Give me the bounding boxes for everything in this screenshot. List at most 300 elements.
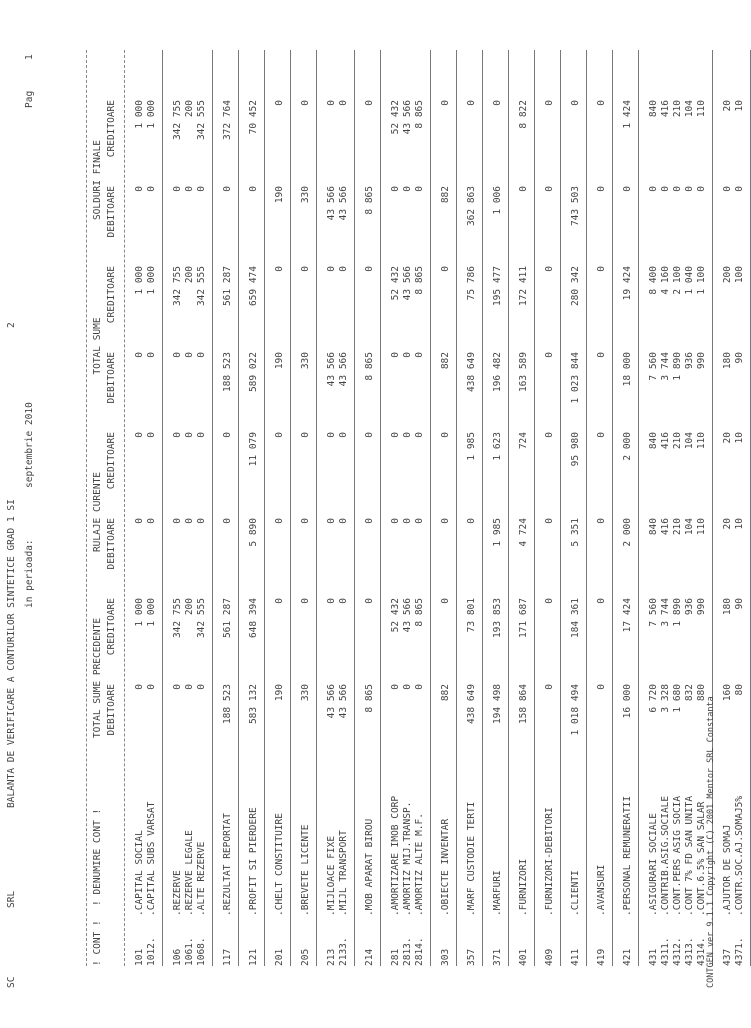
account-name: .AVANSURI	[596, 864, 607, 916]
company-prefix: SC	[6, 976, 17, 988]
account-name: .ALTE REZERVE	[196, 841, 207, 916]
amount-cell: 0	[390, 432, 401, 438]
amount-cell: 163 589	[518, 352, 529, 393]
amount-cell: 280 342	[570, 266, 581, 307]
amount-cell: 110	[696, 432, 707, 450]
account-code: 4311.	[660, 937, 671, 966]
amount-cell: 0	[338, 266, 349, 272]
amount-cell: 0	[402, 352, 413, 358]
group-separator	[534, 50, 535, 966]
amount-cell: 19 424	[622, 266, 633, 301]
amount-cell: 0	[196, 518, 207, 524]
amount-cell: 8 865	[414, 266, 425, 295]
amount-cell: 194 498	[492, 684, 503, 725]
amount-cell: 583 132	[248, 684, 259, 725]
amount-cell: 210	[672, 518, 683, 536]
amount-cell: 0	[146, 518, 157, 524]
amount-cell: 184 361	[570, 598, 581, 639]
amount-cell: 190	[274, 352, 285, 370]
amount-cell: 0	[544, 186, 555, 192]
account-name: .MIJL TRANSPORT	[338, 830, 349, 916]
account-name: .PROFIT SI PIERDERE	[248, 807, 259, 916]
amount-cell: 0	[596, 100, 607, 106]
amount-cell: 362 863	[466, 186, 477, 227]
amount-cell: 0	[544, 598, 555, 604]
amount-cell: 104	[684, 432, 695, 450]
amount-cell: 330	[300, 684, 311, 702]
amount-cell: 0	[274, 432, 285, 438]
amount-cell: 0	[300, 518, 311, 524]
amount-cell: 330	[300, 186, 311, 204]
amount-cell: 1 000	[134, 100, 145, 129]
amount-cell: 0	[402, 186, 413, 192]
account-code: 214	[364, 948, 375, 966]
amount-cell: 90	[734, 352, 745, 364]
account-code: 4313.	[684, 937, 695, 966]
amount-cell: 990	[696, 352, 707, 370]
amount-cell: 0	[364, 518, 375, 524]
amount-cell: 0	[274, 266, 285, 272]
account-code: 1061.	[184, 937, 195, 966]
amount-cell: 0	[596, 266, 607, 272]
amount-cell: 882	[440, 186, 451, 204]
amount-cell: 7 560	[648, 598, 659, 627]
amount-cell: 52 432	[390, 266, 401, 301]
amount-cell: 832	[684, 684, 695, 702]
amount-cell: 0	[134, 684, 145, 690]
account-code: 437	[722, 948, 733, 966]
amount-cell: 104	[684, 518, 695, 536]
amount-cell: 8 865	[414, 598, 425, 627]
amount-cell: 0	[196, 352, 207, 358]
group-separator	[586, 50, 587, 966]
amount-cell: 0	[660, 186, 671, 192]
account-name: .MARFURI	[492, 870, 503, 916]
sub-cred-1: CREDITOARE	[106, 598, 117, 656]
amount-cell: 0	[544, 100, 555, 106]
group-separator	[380, 50, 381, 966]
amount-cell: 20	[722, 432, 733, 444]
amount-cell: 20	[722, 518, 733, 530]
amount-cell: 1 000	[146, 100, 157, 129]
amount-cell: 0	[544, 266, 555, 272]
amount-cell: 158 864	[518, 684, 529, 725]
amount-cell: 0	[300, 432, 311, 438]
amount-cell: 0	[300, 598, 311, 604]
sub-cred-3: CREDITOARE	[106, 266, 117, 324]
amount-cell: 0	[570, 100, 581, 106]
account-code: 1012.	[146, 937, 157, 966]
amount-cell: 0	[196, 684, 207, 690]
amount-cell: 0	[326, 432, 337, 438]
amount-cell: 10	[734, 100, 745, 112]
amount-cell: 0	[326, 518, 337, 524]
account-code: 4314.	[696, 937, 707, 966]
amount-cell: 0	[684, 186, 695, 192]
account-name: .AJUTOR DE SOMAJ	[722, 824, 733, 916]
amount-cell: 0	[596, 598, 607, 604]
amount-cell: 0	[172, 352, 183, 358]
amount-cell: 1 000	[146, 266, 157, 295]
account-code: 4312.	[672, 937, 683, 966]
amount-cell: 0	[134, 432, 145, 438]
amount-cell: 0	[274, 100, 285, 106]
amount-cell: 10	[734, 432, 745, 444]
amount-cell: 110	[696, 518, 707, 536]
account-name: .ASIGURARI SOCIALE	[648, 813, 659, 916]
amount-cell: 0	[248, 186, 259, 192]
amount-cell: 0	[596, 352, 607, 358]
amount-cell: 0	[184, 186, 195, 192]
amount-cell: 882	[440, 684, 451, 702]
page-label: Pag	[24, 90, 35, 108]
amount-cell: 1 890	[672, 352, 683, 381]
amount-cell: 0	[544, 684, 555, 690]
amount-cell: 0	[402, 684, 413, 690]
amount-cell: 0	[196, 186, 207, 192]
account-code: 121	[248, 948, 259, 966]
amount-cell: 200	[184, 100, 195, 118]
amount-cell: 1 985	[466, 432, 477, 461]
amount-cell: 0	[414, 186, 425, 192]
group-separator	[264, 50, 265, 966]
amount-cell: 0	[222, 432, 233, 438]
account-code: 421	[622, 948, 633, 966]
account-code: 357	[466, 948, 477, 966]
sub-cred-4: CREDITOARE	[106, 100, 117, 158]
account-code: 2133.	[338, 937, 349, 966]
amount-cell: 0	[184, 518, 195, 524]
amount-cell: 196 482	[492, 352, 503, 393]
amount-cell: 0	[722, 186, 733, 192]
account-name: .CAPITAL SOCIAL	[134, 830, 145, 916]
amount-cell: 0	[364, 598, 375, 604]
col-total-sume: TOTAL SUME	[92, 317, 103, 375]
amount-cell: 0	[134, 518, 145, 524]
account-code: 101	[134, 948, 145, 966]
amount-cell: 193 853	[492, 598, 503, 639]
amount-cell: 0	[134, 186, 145, 192]
amount-cell: 0	[414, 352, 425, 358]
amount-cell: 4 160	[660, 266, 671, 295]
amount-cell: 882	[440, 352, 451, 370]
account-name: .AMORTIZARE IMOB CORP	[390, 795, 401, 916]
amount-cell: 0	[672, 186, 683, 192]
account-name: .CONT 7% FD SAN UNITA	[684, 795, 695, 916]
amount-cell: 210	[672, 432, 683, 450]
account-code: 281	[390, 948, 401, 966]
header-top-rule	[86, 50, 87, 966]
amount-cell: 372 764	[222, 100, 233, 141]
amount-cell: 342 555	[196, 100, 207, 141]
amount-cell: 2 000	[622, 432, 633, 461]
group-separator	[560, 50, 561, 966]
period-label: in perioada:	[24, 539, 35, 608]
amount-cell: 0	[326, 100, 337, 106]
amount-cell: 200	[722, 266, 733, 284]
sub-deb-3: DEBITOARE	[106, 352, 117, 404]
amount-cell: 0	[390, 186, 401, 192]
amount-cell: 0	[222, 518, 233, 524]
amount-cell: 0	[402, 518, 413, 524]
amount-cell: 43 566	[326, 352, 337, 387]
account-name: .MOB APARAT BIROU	[364, 818, 375, 916]
amount-cell: 0	[414, 432, 425, 438]
amount-cell: 0	[364, 266, 375, 272]
amount-cell: 561 287	[222, 266, 233, 307]
amount-cell: 1 000	[146, 598, 157, 627]
col-solduri: SOLDURI FINALE	[92, 139, 103, 221]
col-denumire: ! DENUMIRE CONT !	[92, 808, 103, 906]
amount-cell: 43 566	[338, 352, 349, 387]
account-name: .REZULTAT REPORTAT	[222, 813, 233, 916]
amount-cell: 0	[518, 186, 529, 192]
amount-cell: 330	[300, 352, 311, 370]
amount-cell: 0	[440, 518, 451, 524]
amount-cell: 0	[274, 518, 285, 524]
account-code: 431	[648, 948, 659, 966]
amount-cell: 100	[734, 266, 745, 284]
account-name: .BREVETE LICENTE	[300, 824, 311, 916]
amount-cell: 416	[660, 518, 671, 536]
amount-cell: 0	[596, 518, 607, 524]
amount-cell: 0	[134, 352, 145, 358]
amount-cell: 416	[660, 100, 671, 118]
amount-cell: 95 980	[570, 432, 581, 467]
amount-cell: 589 022	[248, 352, 259, 393]
account-code: 411	[570, 948, 581, 966]
amount-cell: 561 287	[222, 598, 233, 639]
amount-cell: 8 865	[364, 684, 375, 713]
group-separator	[456, 50, 457, 966]
amount-cell: 8 865	[364, 186, 375, 215]
group-separator	[638, 50, 639, 966]
amount-cell: 17 424	[622, 598, 633, 633]
amount-cell: 0	[492, 100, 503, 106]
account-name: .CONT.6.5% SAN SALAR	[696, 801, 707, 916]
amount-cell: 180	[722, 352, 733, 370]
amount-cell: 0	[146, 684, 157, 690]
amount-cell: 190	[274, 684, 285, 702]
account-name: .CAPITAL SUBS VARSAT	[146, 801, 157, 916]
account-code: 106	[172, 948, 183, 966]
amount-cell: 160	[722, 684, 733, 702]
group-separator	[354, 50, 355, 966]
amount-cell: 6 720	[648, 684, 659, 713]
amount-cell: 0	[414, 518, 425, 524]
account-code: 205	[300, 948, 311, 966]
amount-cell: 3 328	[660, 684, 671, 713]
sub-deb-2: DEBITOARE	[106, 518, 117, 570]
amount-cell: 990	[696, 598, 707, 616]
amount-cell: 104	[684, 100, 695, 118]
amount-cell: 8 822	[518, 100, 529, 129]
amount-cell: 200	[184, 266, 195, 284]
group-separator	[612, 50, 613, 966]
amount-cell: 52 432	[390, 598, 401, 633]
sub-cred-2: CREDITOARE	[106, 432, 117, 490]
amount-cell: 8 865	[414, 100, 425, 129]
amount-cell: 724	[518, 432, 529, 450]
amount-cell: 5 890	[248, 518, 259, 547]
amount-cell: 342 555	[196, 266, 207, 307]
group-separator	[212, 50, 213, 966]
amount-cell: 43 566	[402, 266, 413, 301]
group-separator	[162, 50, 163, 966]
amount-cell: 0	[364, 100, 375, 106]
amount-cell: 1 623	[492, 432, 503, 461]
account-name: .AMORTIZ MIJ.TRANSP.	[402, 801, 413, 916]
account-name: .FURNIZORI	[518, 858, 529, 916]
amount-cell: 0	[172, 684, 183, 690]
amount-cell: 18 000	[622, 352, 633, 387]
amount-cell: 0	[440, 100, 451, 106]
amount-cell: 0	[402, 432, 413, 438]
amount-cell: 840	[648, 518, 659, 536]
amount-cell: 1 890	[672, 598, 683, 627]
amount-cell: 90	[734, 598, 745, 610]
amount-cell: 0	[338, 432, 349, 438]
amount-cell: 1 424	[622, 100, 633, 129]
col-cont: ! CONT !	[92, 920, 103, 966]
amount-cell: 438 649	[466, 684, 477, 725]
account-code: 2813.	[402, 937, 413, 966]
col-total-precedente: TOTAL SUME PRECEDENTE	[92, 617, 103, 739]
amount-cell: 210	[672, 100, 683, 118]
amount-cell: 190	[274, 186, 285, 204]
amount-cell: 73 801	[466, 598, 477, 633]
amount-cell: 840	[648, 100, 659, 118]
amount-cell: 0	[466, 100, 477, 106]
amount-cell: 0	[326, 266, 337, 272]
group-separator	[238, 50, 239, 966]
amount-cell: 70 452	[248, 100, 259, 135]
amount-cell: 1 040	[684, 266, 695, 295]
group-separator	[482, 50, 483, 966]
amount-cell: 11 079	[248, 432, 259, 467]
amount-cell: 3 744	[660, 352, 671, 381]
amount-cell: 0	[440, 598, 451, 604]
amount-cell: 195 477	[492, 266, 503, 307]
amount-cell: 0	[172, 518, 183, 524]
amount-cell: 0	[300, 266, 311, 272]
amount-cell: 5 351	[570, 518, 581, 547]
amount-cell: 52 432	[390, 100, 401, 135]
amount-cell: 2 100	[672, 266, 683, 295]
amount-cell: 0	[338, 100, 349, 106]
amount-cell: 43 566	[326, 684, 337, 719]
amount-cell: 0	[696, 186, 707, 192]
sub-deb-1: DEBITOARE	[106, 684, 117, 736]
amount-cell: 43 566	[402, 100, 413, 135]
amount-cell: 342 555	[196, 598, 207, 639]
amount-cell: 2 000	[622, 518, 633, 547]
amount-cell: 743 503	[570, 186, 581, 227]
account-name: .REZERVE	[172, 870, 183, 916]
amount-cell: 16 000	[622, 684, 633, 719]
amount-cell: 8 400	[648, 266, 659, 295]
account-name: .FURNIZORI-DEBITORI	[544, 807, 555, 916]
amount-cell: 0	[338, 518, 349, 524]
amount-cell: 1 000	[134, 598, 145, 627]
amount-cell: 0	[466, 518, 477, 524]
amount-cell: 172 411	[518, 266, 529, 307]
amount-cell: 0	[390, 518, 401, 524]
group-separator	[290, 50, 291, 966]
amount-cell: 0	[544, 352, 555, 358]
account-code: 2814.	[414, 937, 425, 966]
amount-cell: 342 755	[172, 100, 183, 141]
amount-cell: 1 985	[492, 518, 503, 547]
amount-cell: 0	[544, 518, 555, 524]
amount-cell: 80	[734, 684, 745, 696]
amount-cell: 200	[184, 598, 195, 616]
amount-cell: 0	[222, 186, 233, 192]
amount-cell: 7 560	[648, 352, 659, 381]
group-separator	[508, 50, 509, 966]
amount-cell: 0	[622, 186, 633, 192]
amount-cell: 8 865	[364, 352, 375, 381]
account-code: 213	[326, 948, 337, 966]
amount-cell: 1 006	[492, 186, 503, 215]
amount-cell: 188 523	[222, 352, 233, 393]
amount-cell: 0	[440, 432, 451, 438]
amount-cell: 75 786	[466, 266, 477, 301]
amount-cell: 0	[734, 186, 745, 192]
amount-cell: 936	[684, 352, 695, 370]
amount-cell: 880	[696, 684, 707, 702]
amount-cell: 1 000	[134, 266, 145, 295]
amount-cell: 0	[648, 186, 659, 192]
amount-cell: 0	[596, 684, 607, 690]
amount-cell: 0	[172, 432, 183, 438]
amount-cell: 0	[326, 598, 337, 604]
amount-cell: 43 566	[338, 186, 349, 221]
account-code: 4371.	[734, 937, 745, 966]
account-name: .CONTR.SOC.AJ.SOMAJ5%	[734, 795, 745, 916]
amount-cell: 0	[146, 432, 157, 438]
footer-copyright: CONTGEN ver 9.1.1 Copyright (C) 2001 Mentor SRL Constanta	[706, 696, 716, 988]
amount-cell: 10	[734, 518, 745, 530]
amount-cell: 4 724	[518, 518, 529, 547]
account-code: 303	[440, 948, 451, 966]
amount-cell: 43 566	[326, 186, 337, 221]
group-separator	[430, 50, 431, 966]
amount-cell: 0	[172, 186, 183, 192]
account-name: .CONT.PERS ASIG SOCIA	[672, 795, 683, 916]
amount-cell: 0	[390, 684, 401, 690]
report-title-number: 2	[6, 322, 17, 328]
amount-cell: 416	[660, 432, 671, 450]
amount-cell: 0	[440, 266, 451, 272]
amount-cell: 0	[390, 352, 401, 358]
amount-cell: 1 018 494	[570, 684, 581, 736]
account-code: 1068.	[196, 937, 207, 966]
account-name: .OBIECTE INVENTAR	[440, 818, 451, 916]
account-code: 401	[518, 948, 529, 966]
amount-cell: 0	[300, 100, 311, 106]
page-number: 1	[24, 54, 35, 60]
col-rulaje: RULAJE CURENTE	[92, 471, 103, 553]
amount-cell: 0	[274, 598, 285, 604]
amount-cell: 1 023 844	[570, 352, 581, 404]
account-code: 371	[492, 948, 503, 966]
amount-cell: 1 680	[672, 684, 683, 713]
amount-cell: 936	[684, 598, 695, 616]
amount-cell: 0	[596, 186, 607, 192]
amount-cell: 3 744	[660, 598, 671, 627]
amount-cell: 438 649	[466, 352, 477, 393]
